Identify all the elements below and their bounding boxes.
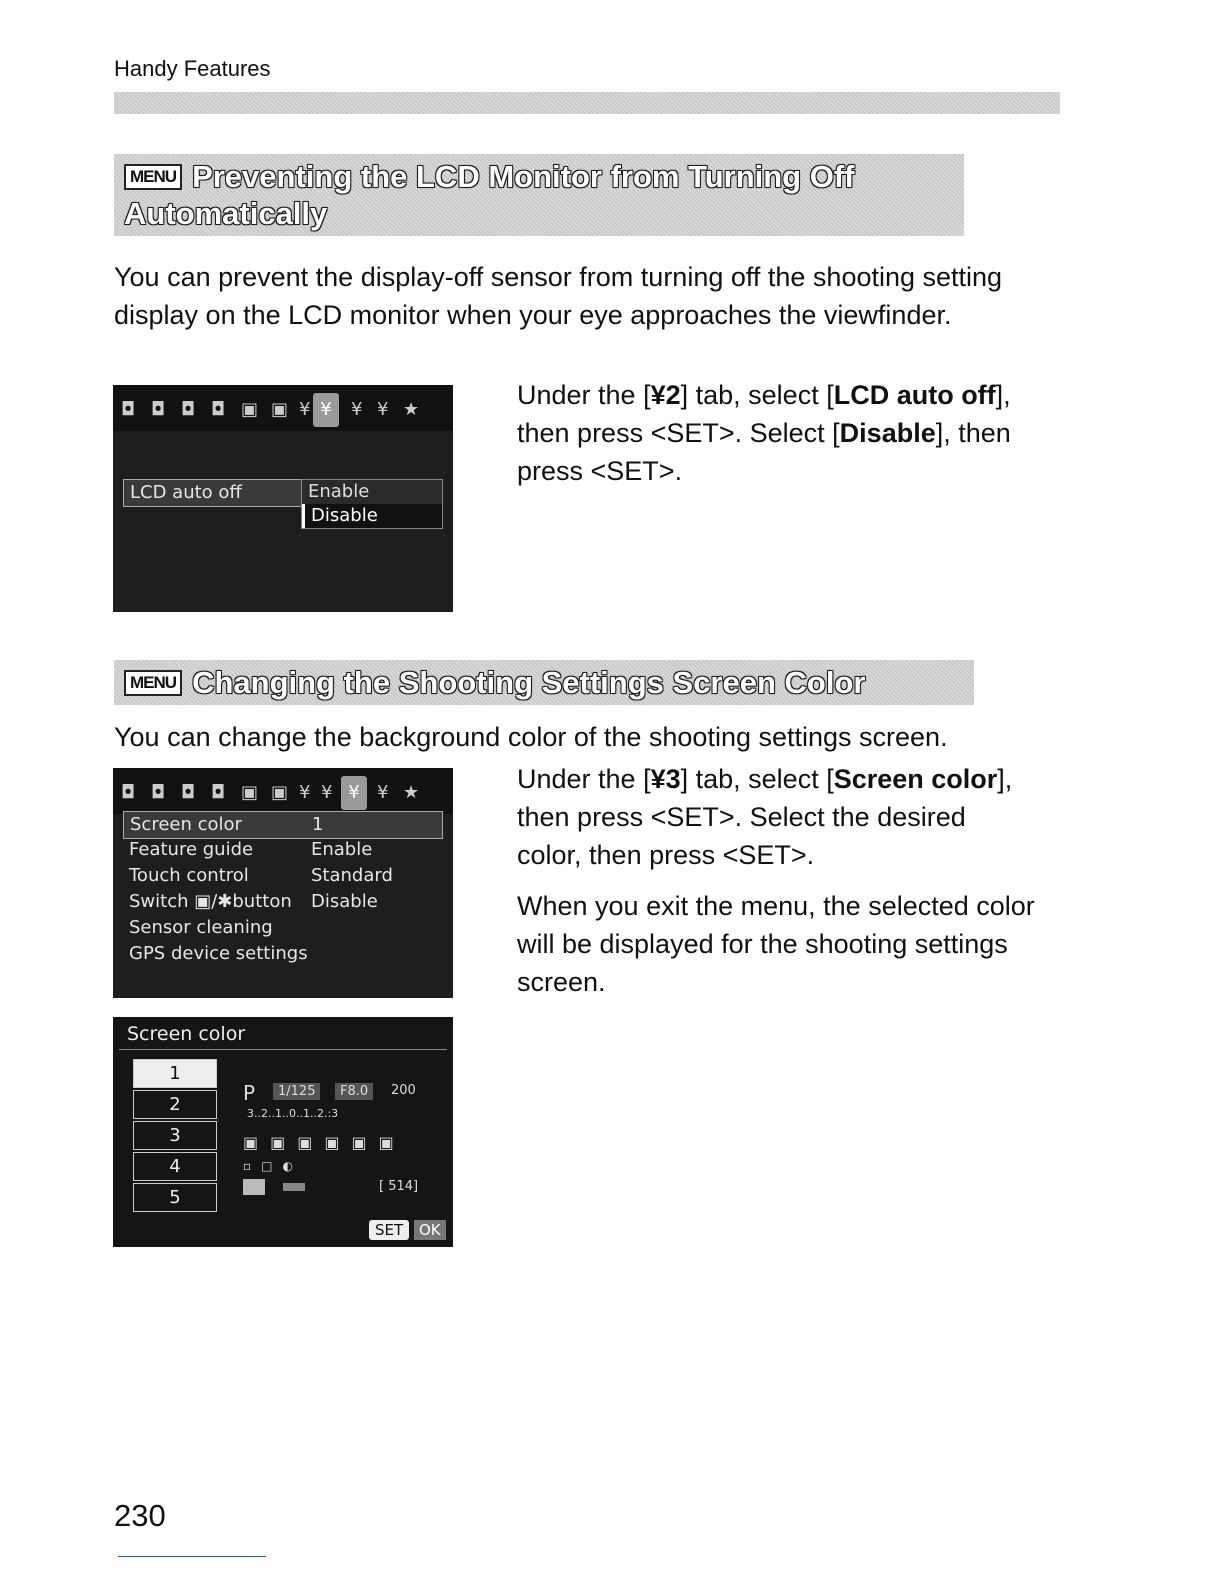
menu-icon: MENU (124, 164, 182, 190)
setup-tab-ref: ¥3 (650, 764, 681, 794)
quick-control-icon (243, 1179, 265, 1195)
setup-tab-icon: ¥ (321, 782, 333, 803)
shooting-tab-icon: ◘ (211, 782, 226, 803)
shooting-tab-icon: ◘ (211, 399, 226, 420)
color-option-3: 3 (133, 1121, 217, 1150)
option-ref: Disable (839, 418, 936, 448)
set-ok-button (369, 1221, 446, 1239)
section1-step (517, 376, 1037, 490)
section2-note: When you exit the menu, the selected color will be displayed for the shooting settings screen. (517, 891, 1035, 997)
menu-row-label: Touch control (129, 865, 249, 886)
running-header: Handy Features (114, 56, 271, 81)
section-title-lcd-auto-off (114, 154, 964, 236)
shooting-tab-icon: ◘ (151, 399, 166, 420)
shooting-tab-icon: ◘ (181, 782, 196, 803)
color-option-2: 2 (133, 1090, 217, 1119)
menu-row-label: GPS device settings (129, 943, 308, 964)
step-text: ] tab, select [ (680, 764, 834, 794)
playback-tab-icon: ▣ (271, 399, 289, 420)
screen-title-rule (119, 1049, 447, 1050)
menu-row (123, 863, 443, 889)
step-text: Under the [ (517, 764, 651, 794)
settings-icons: ▣▣▣▣▣▣ (243, 1133, 406, 1152)
mode-indicator: P (243, 1081, 256, 1105)
menu-row-value: Enable (311, 839, 373, 860)
shutter-speed: 1/125 (273, 1083, 320, 1100)
setup-tab-icon: ¥ (377, 782, 389, 803)
setup-menu-screen (113, 768, 453, 998)
menu-row-label: Switch ▣/✱button (129, 891, 292, 912)
setup-tab-icon: ¥ (351, 399, 363, 420)
screen-color-selection-screen (113, 1017, 453, 1247)
setup-tab-icon-active: ¥ (341, 776, 367, 810)
shooting-settings-preview (243, 1071, 433, 1201)
section2-intro: You can change the background color of the shooting settings screen. (114, 722, 948, 752)
menu-row (123, 915, 443, 941)
exposure-scale: 3..2..1..0..1..2.:3 (247, 1107, 339, 1120)
menu-row-label: LCD auto off (130, 482, 242, 503)
step-text: ] tab, select [ (680, 380, 834, 410)
setup-tab-icon: ¥ (377, 399, 389, 420)
section-title-text: Changing the Shooting Settings Screen Color (192, 665, 866, 700)
playback-tab-icon: ▣ (241, 399, 259, 420)
menu-icon: MENU (124, 670, 182, 696)
aperture: F8.0 (335, 1083, 373, 1100)
playback-tab-icon: ▣ (271, 782, 289, 803)
shooting-tab-icon: ◘ (151, 782, 166, 803)
header-rule (114, 92, 1060, 114)
shots-remaining: [ 514] (379, 1179, 419, 1194)
footer-rule (118, 1556, 266, 1557)
menu-row-label: Feature guide (129, 839, 254, 860)
menu-row-label: Sensor cleaning (129, 917, 273, 938)
menu-row-value: Disable (311, 891, 378, 912)
menu-item-ref: Screen color (833, 764, 998, 794)
menu-row (123, 811, 443, 839)
step-text: Under the [ (517, 380, 651, 410)
playback-tab-icon: ▣ (241, 782, 259, 803)
set-label: SET (369, 1220, 409, 1240)
my-menu-tab-icon: ★ (403, 399, 420, 420)
shooting-tab-icon: ◘ (121, 399, 136, 420)
setup-tab-icon: ¥ (299, 399, 311, 420)
menu-tab-bar (113, 768, 453, 814)
option-list (301, 479, 443, 529)
ok-label: OK (414, 1220, 446, 1240)
screen-title: Screen color (127, 1023, 246, 1045)
step-text: ], then press <SET>. (517, 418, 1011, 486)
menu-row (123, 837, 443, 863)
setup-tab-icon-active: ¥ (313, 393, 339, 427)
iso-value: 200 (391, 1083, 416, 1098)
color-option-4: 4 (133, 1152, 217, 1181)
menu-tab-bar (113, 385, 453, 431)
shooting-tab-icon: ◘ (181, 399, 196, 420)
option-enable: Enable (308, 481, 370, 502)
setup-tab-ref: ¥2 (650, 380, 681, 410)
color-option-1: 1 (133, 1059, 217, 1088)
menu-row (123, 941, 443, 967)
page-number: 230 (114, 1498, 166, 1533)
menu-item-ref: LCD auto off (833, 380, 996, 410)
battery-icon (283, 1183, 305, 1191)
menu-row (123, 889, 443, 915)
section2-step (517, 760, 1037, 874)
menu-row-value: Standard (311, 865, 393, 886)
step-text: ], then press <SET>. Select the desired color, then press <SET>. (517, 764, 1013, 870)
option-disable: Disable (302, 504, 442, 528)
step-text: ], then press <SET>. Select [ (517, 380, 1011, 448)
my-menu-tab-icon: ★ (403, 782, 420, 803)
lcd-auto-off-screen (113, 385, 453, 612)
color-option-5: 5 (133, 1183, 217, 1212)
menu-row-value: 1 (312, 814, 324, 835)
setup-tab-icon: ¥ (299, 782, 311, 803)
drive-af-icons: ▫□◐ (243, 1159, 303, 1173)
shooting-tab-icon: ◘ (121, 782, 136, 803)
section-title-screen-color (114, 660, 974, 705)
section1-intro: You can prevent the display-off sensor from turning off the shooting setting display on the LCD monitor when your eye approaches the viewfinder. (114, 262, 1003, 330)
menu-row-label: Screen color (130, 814, 242, 835)
section-title-text: Preventing the LCD Monitor from Turning Off Automatically (124, 159, 855, 231)
